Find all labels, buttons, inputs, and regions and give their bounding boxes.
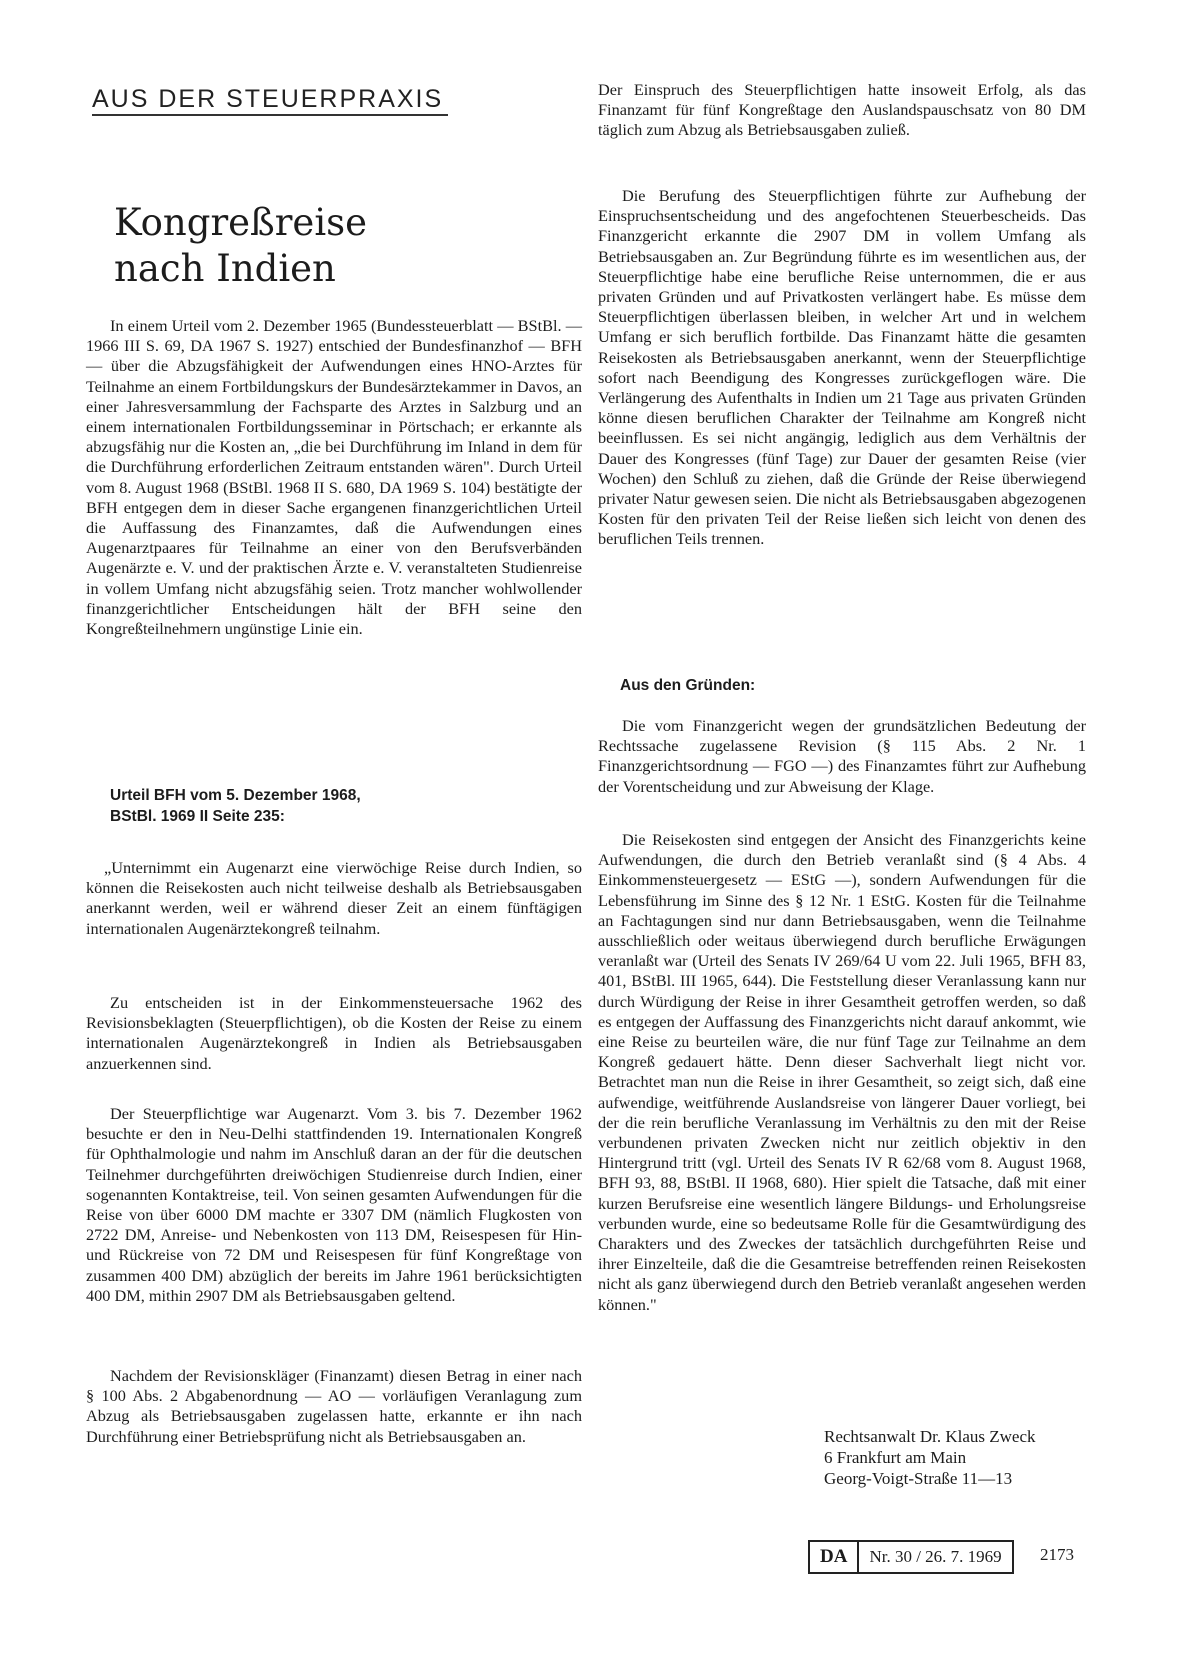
article-title — [114, 200, 414, 292]
page-number: 2173 — [1040, 1545, 1074, 1564]
title-line: nach Indien — [114, 247, 336, 290]
body-paragraph: Die Berufung des Steuerpflichtigen führte zur Aufhebung der Einspruchsentscheidung und des angefochtenen Steuerbescheids. Das Finanzgericht erkannte die 2907 DM in vollem Umfang als Betriebsausgaben an. Zur Begründung führte es im wesentlichen aus, der Steuerpflichtige habe eine berufliche Reise unternommen, die er aus privaten Gründen und auf Privatkosten verlängert habe. Es müsse dem Steuerpflichtigen überlassen bleiben, in welcher Art und in welchem Umfang er sich beruflich fortbilde. Das Finanzamt hätte die gesamten Reisekosten als Betriebsausgaben anerkannt, wenn der Steuerpflichtige sofort nach Beendigung des Kongresses zurückgeflogen wäre. Die Verlängerung des Aufenthalts in Indien um 21 Tage aus privaten Gründen könne diesen beruflichen Charakter der Teilnahme am Kongreß nicht beeinflussen. Es sei nicht angängig, lediglich aus dem Verhältnis der Dauer des Kongresses (fünf Tage) zur Dauer der gesamten Reise (vier Wochen) den Schluß zu ziehen, daß die Gründe der Reise überwiegend privater Natur gewesen seien. Die nicht als Betriebsausgaben abgezogenen Kosten für den privaten Teil der Reise ließen sich leicht von denen des beruflichen Teils trennen. — [598, 186, 1086, 549]
body-paragraph: Die Reisekosten sind entgegen der Ansicht des Finanzgerichts keine Aufwendungen, die durch den Betrieb veranlaßt sind (§ 4 Abs. 4 Einkommensteuergesetz — EStG —), sondern Aufwendungen für die Lebensführung im Sinne des § 12 Nr. 1 EStG. Kosten für die Teilnahme an Fachtagungen sind nur dann Betriebsausgaben, wenn die Teilnahme ausschließlich oder weitaus überwiegend durch berufliche Erwägungen veranlaßt war (Urteil des Senats IV 269/64 U vom 22. Juli 1965, BFH 83, 401, BStBl. III 1965, 644). Die Feststellung dieser Veranlassung kann nur durch Würdigung der Reise in ihrer Gesamtheit getroffen werden, so daß es entgegen der Auffassung des Finanzgerichts nicht darauf ankommt, wie eine Reise zu beurteilen wäre, die nur fünf Tage zur Teilnahme an dem Kongreß gedauert hätte. Denn dieser Sachverhalt liegt nicht vor. Betrachtet man nun die Reise in ihrer Gesamtheit, so zeigt sich, daß eine aufwendige, weitführende Auslandsreise von längerer Dauer vorliegt, bei der die rein berufliche Veranlassung im Verhältnis zu den mit der Reise verbundenen privaten Zwecken nicht nur zeitlich objektiv in den Hintergrund tritt (vgl. Urteil des Senats IV R 62/68 vom 8. August 1968, BFH 93, 88, BStBl. II 1968, 680). Hier spielt die Tatsache, daß mit einer kurzen Berufsreise eine wesentlich längere Bildungs- und Erholungsreise verbunden wurde, eine so bedeutsame Rolle für die Gesamtwürdigung des Charakters und des Zweckes der tatsächlich durchgeführten Reise und ihrer Einzelteile, daß die die Gesamtreise betreffenden reinen Reisekosten nicht als ganz überwiegend durch den Betrieb veranlaßt angesehen werden können." — [598, 830, 1086, 1314]
judgment-heading-line: BStBl. 1969 II Seite 235: — [110, 807, 285, 825]
section-header: AUS DER STEUERPRAXIS — [92, 86, 448, 116]
body-paragraph: „Unternimmt ein Augenarzt eine vierwöchige Reise durch Indien, so können die Reisekosten auch nicht teilweise deshalb als Betriebsausgaben anerkannt werden, weil er während dieser Zeit an einem fünftägigen internationalen Augenärztekongreß teilnahm. — [86, 858, 582, 938]
judgment-heading-line: Urteil BFH vom 5. Dezember 1968, — [110, 787, 361, 804]
body-paragraph: Zu entscheiden ist in der Einkommensteuersache 1962 des Revisionsbeklagten (Steuerpflichtigen), ob die Kosten der Reise zu einem internationalen Augenärztekongreß in Indien als Betriebsausgaben anzuerkennen sind. — [86, 993, 582, 1073]
body-paragraph: Die vom Finanzgericht wegen der grundsätzlichen Bedeutung der Rechtssache zugelassene Revision (§ 115 Abs. 2 Nr. 1 Finanzgerichtsordnung — FGO —) des Finanzamtes führt zur Aufhebung der Vorentscheidung und zur Abweisung der Klage. — [598, 716, 1086, 796]
intro-paragraph: In einem Urteil vom 2. Dezember 1965 (Bundessteuerblatt — BStBl. — 1966 III S. 69, DA 1967 S. 1927) entschied der Bundesfinanzhof — BFH — über die Abzugsfähigkeit der Aufwendungen eines HNO-Arztes für Teilnahme an einem Fortbildungskurs der Bundesärztekammer in Davos, an einer Jahresversammlung der Fachsparte des Arztes in Salzburg und an einem internationalen Fortbildungsseminar in Pörtschach; er erkannte als abzugsfähig nur die Kosten an, „die bei Durchführung im Inland in dem für die Durchführung erforderlichen Zeitraum entstanden wären". Durch Urteil vom 8. August 1968 (BStBl. 1968 II S. 680, DA 1969 S. 104) bestätigte der BFH entgegen dem in dieser Sache ergangenen finanzgerichtlichen Urteil die Auffassung des Finanzamtes, daß die Aufwendungen eines Augenarztpaares für Teilnahme an einer von den Berufsverbänden Augenärzte e. V. und der praktischen Ärzte e. V. veranstalteten Studienreise in vollem Umfang nicht abzugsfähig seien. Trotz mancher wohlwollender finanzgerichtlicher Entscheidungen hält der BFH seine den Kongreßteilnehmern ungünstige Linie ein. — [86, 316, 582, 639]
reasons-heading: Aus den Gründen: — [620, 677, 756, 694]
signature-block — [824, 1426, 1036, 1489]
signature-line: Rechtsanwalt Dr. Klaus Zweck — [824, 1427, 1036, 1446]
body-paragraph: Nachdem der Revisionskläger (Finanzamt) diesen Betrag in einer nach § 100 Abs. 2 Abgabenordnung — AO — vorläufigen Veranlagung zum Abzug als Betriebsausgaben zugelassen hatte, erkannte er ihn nach Durchführung einer Betriebsprüfung nicht als Betriebsausgaben an. — [86, 1366, 582, 1446]
signature-line: Georg-Voigt-Straße 11—13 — [824, 1469, 1013, 1488]
body-paragraph: Der Einspruch des Steuerpflichtigen hatte insoweit Erfolg, als das Finanzamt für fünf Kongreßtage den Auslandspauschsatz von 80 DM täglich zum Abzug als Betriebsausgaben zuließ. — [598, 80, 1086, 140]
issue-date: Nr. 30 / 26. 7. 1969 — [869, 1547, 1002, 1566]
judgment-heading — [110, 786, 361, 827]
publication-logo: DA — [810, 1542, 859, 1572]
body-paragraph: Der Steuerpflichtige war Augenarzt. Vom 3. bis 7. Dezember 1962 besuchte er den in Neu-Delhi stattfindenden 19. Internationalen Kongreß für Ophthalmologie und nahm im Anschluß daran an der für die deutschen Teilnehmer durchgeführten dreiwöchigen Studienreise durch Indien, einer sogenannten Kontaktreise, teil. Von seinen gesamten Aufwendungen für die Reise von über 6000 DM machte er 3307 DM (nämlich Flugkosten von 2722 DM, Anreise- und Nebenkosten von 113 DM, Reisespesen für Hin- und Rückreise von 72 DM und Reisespesen für fünf Kongreßtage von zusammen 400 DM) abzüglich der bereits im Jahre 1961 berücksichtigten 400 DM, mithin 2907 DM als Betriebsausgaben geltend. — [86, 1104, 582, 1305]
signature-line: 6 Frankfurt am Main — [824, 1448, 967, 1467]
title-line: Kongreßreise — [114, 201, 368, 244]
footer-issue-box — [808, 1540, 1014, 1574]
